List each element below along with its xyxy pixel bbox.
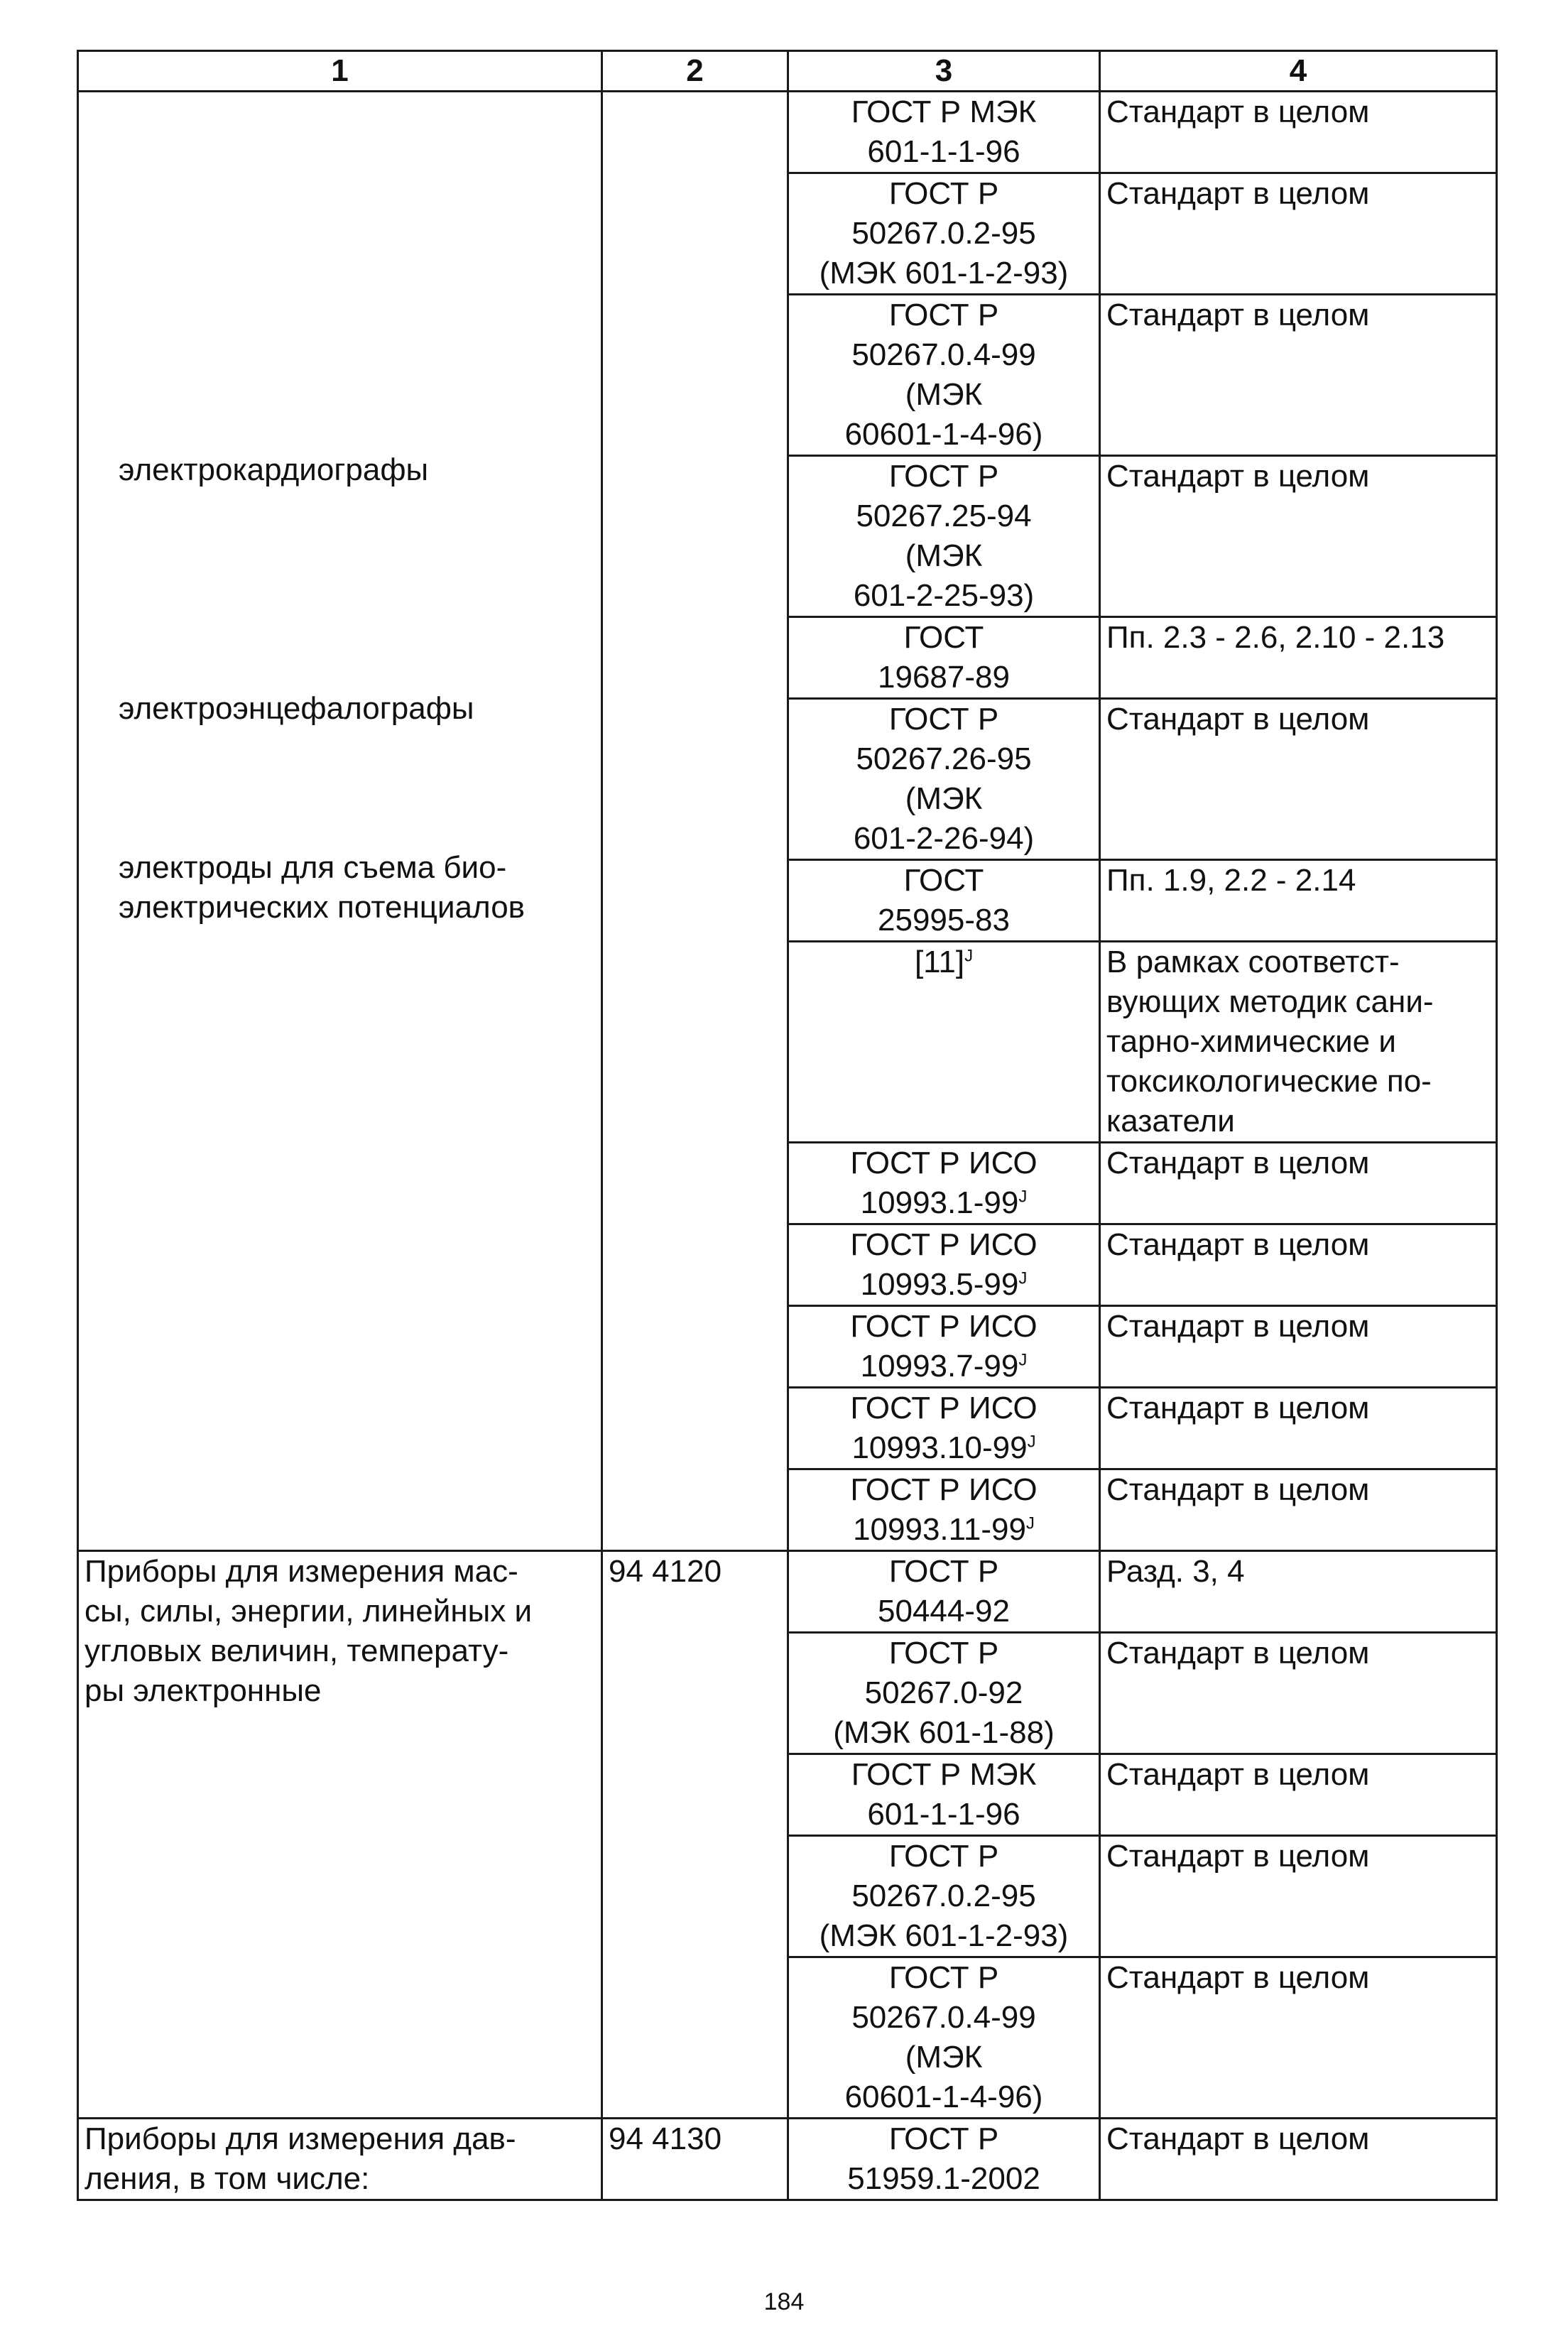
scope-cell: Стандарт в целом (1100, 1836, 1497, 1957)
standard-cell: ГОСТ Р 50444-92 (788, 1551, 1100, 1633)
scope-cell: Пп. 1.9, 2.2 - 2.14 (1100, 860, 1497, 942)
table-row (78, 92, 1497, 173)
footnote-mark: J (1018, 1350, 1028, 1370)
standards-table (77, 50, 1498, 2201)
standard-cell: ГОСТ 19687-89 (788, 617, 1100, 699)
standard-cell: ГОСТ 25995-83 (788, 860, 1100, 942)
header-col-1: 1 (78, 51, 602, 92)
standard-cell: ГОСТ Р 50267.0.2-95 (МЭК 601-1-2-93) (788, 173, 1100, 295)
standard-cell: $[11]^J$ (788, 942, 1100, 1143)
standard-cell: ГОСТ Р ИСО $10993.10-99^J$ (788, 1388, 1100, 1469)
scope-cell: Стандарт в целом (1100, 1388, 1497, 1469)
standard-cell: ГОСТ Р 50267.0.2-95 (МЭК 601-1-2-93) (788, 1836, 1100, 1957)
standard-cell: ГОСТ Р МЭК 601-1-1-96 (788, 92, 1100, 173)
scope-cell: Стандарт в целом (1100, 173, 1497, 295)
standard-cell: ГОСТ Р ИСО $10993.5-99^J$ (788, 1224, 1100, 1306)
scope-cell: Стандарт в целом (1100, 295, 1497, 456)
scope-cell: Стандарт в целом (1100, 699, 1497, 860)
standard-cell: ГОСТ Р 50267.0.4-99 (МЭК 60601-1-4-96) (788, 295, 1100, 456)
standard-cell: ГОСТ Р ИСО $10993.7-99^J$ (788, 1306, 1100, 1388)
section1-items-cell (78, 92, 602, 1551)
footnote-mark: J (964, 946, 974, 966)
scope-cell: Стандарт в целом (1100, 92, 1497, 173)
scope-cell: Разд. 3, 4 (1100, 1551, 1497, 1633)
standard-cell: ГОСТ Р 50267.0-92 (МЭК 601-1-88) (788, 1633, 1100, 1754)
scope-cell: Пп. 2.3 - 2.6, 2.10 - 2.13 (1100, 617, 1497, 699)
standard-cell: ГОСТ Р 50267.26-95 (МЭК 601-2-26-94) (788, 699, 1100, 860)
header-col-4: 4 (1100, 51, 1497, 92)
scope-cell: Стандарт в целом (1100, 1633, 1497, 1754)
scope-cell: В рамках соответст- вующих методик сани- тарно-химические и токсикологические по- казатели (1100, 942, 1497, 1143)
footnote-mark: J (1018, 1268, 1028, 1288)
item-label: электрических потенциалов (119, 890, 526, 925)
section2-name-cell: Приборы для измерения мас- сы, силы, энергии, линейных и угловых величин, температу- ры электронные (78, 1551, 602, 2119)
scope-cell: Стандарт в целом (1100, 1469, 1497, 1551)
section3-code-cell: 94 4130 (602, 2119, 788, 2200)
item-label: электрокардиографы (119, 452, 429, 487)
standard-cell: ГОСТ Р МЭК 601-1-1-96 (788, 1754, 1100, 1836)
section2-code-cell: 94 4120 (602, 1551, 788, 2119)
section3-name-cell: Приборы для измерения дав- ления, в том числе: (78, 2119, 602, 2200)
standard-cell: ГОСТ Р ИСО $10993.11-99^J$ (788, 1469, 1100, 1551)
scope-cell: Стандарт в целом (1100, 1224, 1497, 1306)
header-col-3: 3 (788, 51, 1100, 92)
header-col-2: 2 (602, 51, 788, 92)
standard-cell: ГОСТ Р 50267.0.4-99 (МЭК 60601-1-4-96) (788, 1957, 1100, 2119)
scope-cell: Стандарт в целом (1100, 1957, 1497, 2119)
standard-cell: ГОСТ Р 50267.25-94 (МЭК 601-2-25-93) (788, 456, 1100, 617)
table-row (78, 2119, 1497, 2200)
item-label: электроды для съема био- (119, 850, 507, 885)
scope-cell: Стандарт в целом (1100, 2119, 1497, 2200)
scope-cell: Стандарт в целом (1100, 1754, 1497, 1836)
standard-cell: ГОСТ Р 51959.1-2002 (788, 2119, 1100, 2200)
footnote-mark: J (1018, 1187, 1028, 1207)
item-label: электроэнцефалографы (119, 691, 474, 726)
scope-cell: Стандарт в целом (1100, 456, 1497, 617)
scope-cell: Стандарт в целом (1100, 1143, 1497, 1224)
standard-cell: ГОСТ Р ИСО $10993.1-99^J$ (788, 1143, 1100, 1224)
footnote-mark: J (1027, 1432, 1036, 1452)
page-number: 184 (763, 2288, 805, 2315)
scope-cell: Стандарт в целом (1100, 1306, 1497, 1388)
section1-code-cell (602, 92, 788, 1551)
table-header-row (78, 51, 1497, 92)
table-row (78, 1551, 1497, 1633)
footnote-mark: J (1025, 1513, 1035, 1533)
